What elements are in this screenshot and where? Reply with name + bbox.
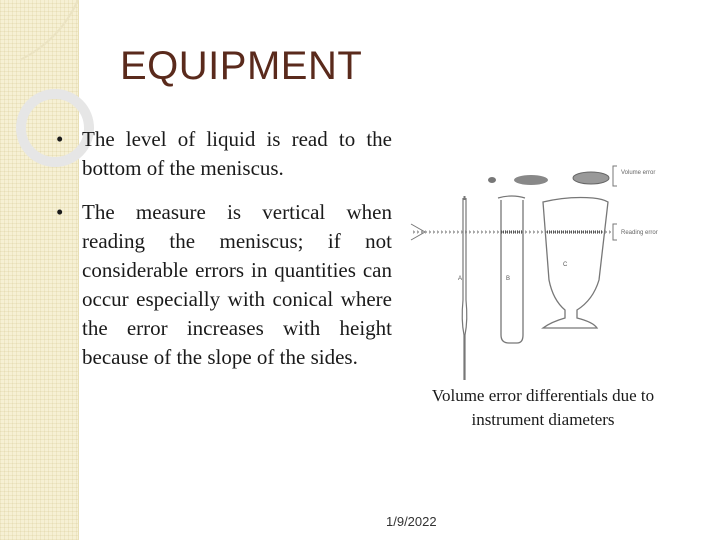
label-c: C bbox=[563, 262, 568, 268]
slide-title: EQUIPMENT bbox=[120, 44, 363, 88]
measuring-vessels-figure bbox=[403, 150, 693, 382]
slide-date: 1/9/2022 bbox=[386, 514, 437, 529]
bullet-dot-icon: • bbox=[56, 200, 64, 224]
label-volume-error: Volume error bbox=[621, 170, 656, 176]
bullet-dot-icon: • bbox=[56, 127, 64, 151]
bullet-item bbox=[52, 125, 392, 183]
figure-caption: Volume error differentials due to instrument diameters bbox=[431, 386, 655, 429]
bullet-list bbox=[52, 125, 392, 387]
bullet-text: The measure is vertical when reading the meniscus; if not considerable errors in quantities can occur especially with conical where the error increases with height because of the slope of the sides. bbox=[82, 200, 392, 369]
label-a: A bbox=[458, 276, 463, 282]
bullet-item bbox=[52, 198, 392, 372]
label-reading-error: Reading error bbox=[621, 230, 658, 236]
bullet-text: The level of liquid is read to the bottom of the meniscus. bbox=[82, 127, 392, 180]
label-b: B bbox=[506, 276, 511, 282]
